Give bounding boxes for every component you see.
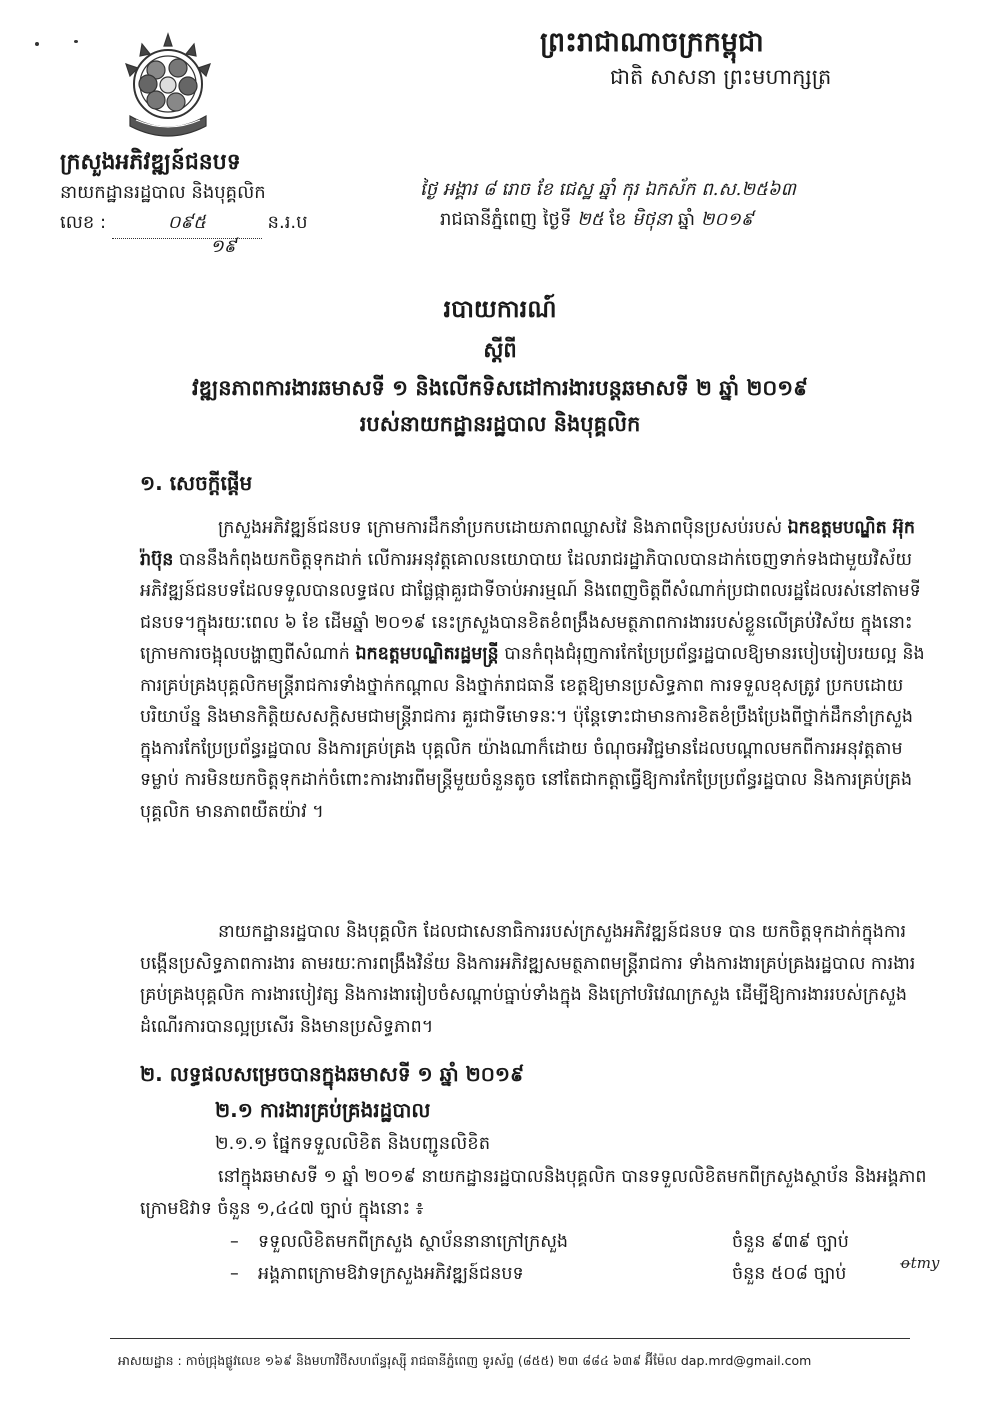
p1-minister-name: ឯកឧត្តមបណ្ឌិត អ៊ុក រ៉ាប៊ុន	[140, 518, 915, 570]
reference-line	[60, 208, 360, 257]
list-item-count: ចំនួន ៩៣៩ ច្បាប់	[732, 1232, 849, 1252]
footer-divider	[110, 1338, 910, 1339]
reference-year: ១៩	[210, 236, 237, 257]
letter-count-list	[140, 1227, 960, 1290]
p1-minister-title: ឯកឧត្តមបណ្ឌិតរដ្ឋមន្ត្រី	[355, 644, 499, 664]
list-item-count: ចំនួន ៥០៨ ច្បាប់	[732, 1263, 847, 1284]
footer-address: អាសយដ្ឋាន : កាច់ជ្រុងផ្លូវលេខ ១៦៩ និងមហាវិថីសហព័ន្ធរុស្ស៊ី រាជធានីភ្នំពេញ ទូរស័ព្ទ (៨៥៥) ២៣ ៨៨៤ ៦៣៩ អ៊ីម៉ែល dap.mrd@gmail.com	[118, 1353, 812, 1368]
title-regarding: ស្ដីពី	[483, 338, 517, 362]
section-2-paragraph: នៅក្នុងឆមាសទី ១ ឆ្នាំ ២០១៩ នាយកដ្ឋានរដ្ឋបាលនិងបុគ្គលិក បានទទួលលិខិតមកពីក្រសួងស្ថាប័ន និងអង្គភាពក្រោមឱវាទ ចំនួន ១,៤៤៧ ច្បាប់ ក្នុងនោះ ៖	[140, 1167, 927, 1219]
solar-date-prefix: រាជធានីភ្នំពេញ ថ្ងៃទី	[440, 209, 572, 230]
solar-month: មិថុនា	[632, 209, 673, 230]
report-title	[60, 288, 940, 442]
kingdom-header	[500, 24, 940, 92]
reference-number: ០៩៥	[112, 208, 262, 239]
title-subject: វឌ្ឍនភាពការងារឆមាសទី ១ និងលើកទិសដៅការងារបន្តឆមាសទី ២ ឆ្នាំ ២០១៩	[191, 376, 808, 400]
section-1-paragraph-1	[140, 513, 935, 828]
section-1-paragraph-2: នាយកដ្ឋានរដ្ឋបាល និងបុគ្គលិក ដែលជាសេនាធិការរបស់ក្រសួងអភិវឌ្ឍន៍ជនបទ បាន យកចិត្តទុកដាក់ក្នុងការបង្កើនប្រសិទ្ធភាពការងារ តាមរយៈការពង្រឹងវិន័យ និងការអភិវឌ្ឍសមត្ថភាពមន្ត្រីរាជការ ទាំងការងារគ្រប់គ្រងរដ្ឋបាល ការងារគ្រប់គ្រងបុគ្គលិក ការងារបៀវត្ស និងការងាររៀបចំសណ្ដាប់ធ្នាប់ទាំងក្នុង និងក្រៅបរិវេណក្រសួង ដើម្បីឱ្យការងាររបស់ក្រសួងដំណើរការបានល្អប្រសើរ និងមានប្រសិទ្ធភាព។	[140, 922, 916, 1037]
title-department: របស់នាយកដ្ឋានរដ្ឋបាល និងបុគ្គលិក	[359, 412, 641, 436]
solar-date	[440, 205, 980, 235]
lunar-date: ថ្ងៃ អង្គារ ៨ រោច ខែ ជេស្ឋ ឆ្នាំ កុរ ឯកស័ក ព.ស.២៥៦៣	[420, 179, 796, 200]
ministry-block	[60, 148, 360, 257]
section-2-1-1-heading: ២.១.១ ផ្នែកទទួលលិខិត និងបញ្ជូនលិខិត	[215, 1133, 491, 1154]
national-motto: ជាតិ សាសនា ព្រះមហាក្សត្រ	[610, 65, 832, 89]
list-dash: –	[230, 1263, 239, 1284]
p1-text-e: បានកំពុងជំរុញការកែប្រែប្រព័ន្ធរដ្ឋបាលឱ្យមានរបៀបរៀបរយល្អ និងការគ្រប់គ្រងបុគ្គលិកមន្ត្រីរាជការទាំងថ្នាក់កណ្ដាល និងថ្នាក់រាជធានី ខេត្តឱ្យមានប្រសិទ្ធភាព ការទទួលខុសត្រូវ ប្រកបដោយបរិយាប័ន្ន និងមានកិត្តិយសសក្ដិសមជាមន្ត្រីរាជការ គួរជាទីមោទនៈ។ ប៉ុន្តែទោះជាមានការខិតខំប្រឹងប្រែងពីថ្នាក់ដឹកនាំក្រសួងក្នុងការកែប្រែប្រព័ន្ធរដ្ឋបាល និងការគ្រប់គ្រង បុគ្គលិក យ៉ាងណាក៏ដោយ ចំណុចអវិជ្ជមានដែលបណ្ដាលមកពីការអនុវត្តតាមទម្លាប់ ការមិនយកចិត្តទុកដាក់ចំពោះការងារពីមន្ត្រីមួយចំនួនតូច នៅតែជាកត្តាធ្វើឱ្យការកែប្រែប្រព័ន្ធរដ្ឋបាល និងការគ្រប់គ្រងបុគ្គលិក មានភាពយឺតយ៉ាវ ។	[140, 644, 925, 822]
solar-month-label: ខែ	[609, 209, 627, 230]
list-dash: –	[230, 1232, 239, 1252]
list-item	[140, 1259, 960, 1291]
p1-text-a: ក្រសួងអភិវឌ្ឍន៍ជនបទ ក្រោមការដឹកនាំប្រកបដោយភាពឈ្លាសវៃ និងភាពប៉ិនប្រសប់របស់	[218, 518, 782, 538]
solar-year: ២០១៩	[700, 209, 754, 230]
date-block	[420, 175, 980, 235]
list-item	[140, 1227, 960, 1259]
title-report: របាយការណ៍	[443, 295, 557, 323]
handwritten-initials: ꝋtmy	[900, 1254, 940, 1272]
scan-speck	[74, 40, 78, 43]
p1-text-c: បាននឹងកំពុងយកចិត្តទុកដាក់ លើការអនុវត្តគោលនយោបាយ ដែលរាជរដ្ឋាភិបាលបានដាក់ចេញទាក់ទងជាមួយវិស័យអភិវឌ្ឍន៍ជនបទដែលទទួលបានលទ្ធផល ជាផ្លែផ្កាគួរជាទីចាប់អារម្មណ៍ និងពេញចិត្តពីសំណាក់ប្រជាពលរដ្ឋដែលរស់នៅតាមទីជនបទ។ក្នុងរយៈពេល ៦ ខែ ដើមឆ្នាំ ២០១៩ នេះក្រសួងបានខិតខំពង្រឹងសមត្ថភាពការងាររបស់ខ្លួនលើគ្រប់វិស័យ ក្នុងនោះក្រោមការចង្អុលបង្ហាញពីសំណាក់	[140, 549, 921, 664]
kingdom-title: ព្រះរាជាណាចក្រកម្ពុជា	[540, 27, 764, 58]
scan-speck	[35, 42, 39, 46]
reference-suffix: ន.រ.ប	[267, 212, 308, 233]
section-2-1-heading: ២.១ ការងារគ្រប់គ្រងរដ្ឋបាល	[215, 1098, 431, 1122]
section-2-heading: ២. លទ្ធផលសម្រេចបានក្នុងឆមាសទី ១ ឆ្នាំ ២០១៩	[140, 1062, 525, 1086]
ministry-name: ក្រសួងអភិវឌ្ឍន៍ជនបទ	[60, 150, 241, 175]
list-item-label: អង្គភាពក្រោមឱវាទក្រសួងអភិវឌ្ឍន៍ជនបទ	[258, 1263, 524, 1284]
list-item-label: ទទួលលិខិតមកពីក្រសួង ស្ថាប័ននានាក្រៅក្រសួង	[258, 1232, 569, 1252]
ministry-logo	[112, 30, 224, 145]
section-1-heading: ១. សេចក្ដីផ្ដើម	[140, 471, 253, 495]
reference-label: លេខ :	[60, 212, 107, 233]
solar-day: ២៥	[577, 209, 604, 230]
department-name: នាយកដ្ឋានរដ្ឋបាល និងបុគ្គលិក	[60, 182, 266, 203]
solar-year-label: ឆ្នាំ	[677, 209, 695, 230]
